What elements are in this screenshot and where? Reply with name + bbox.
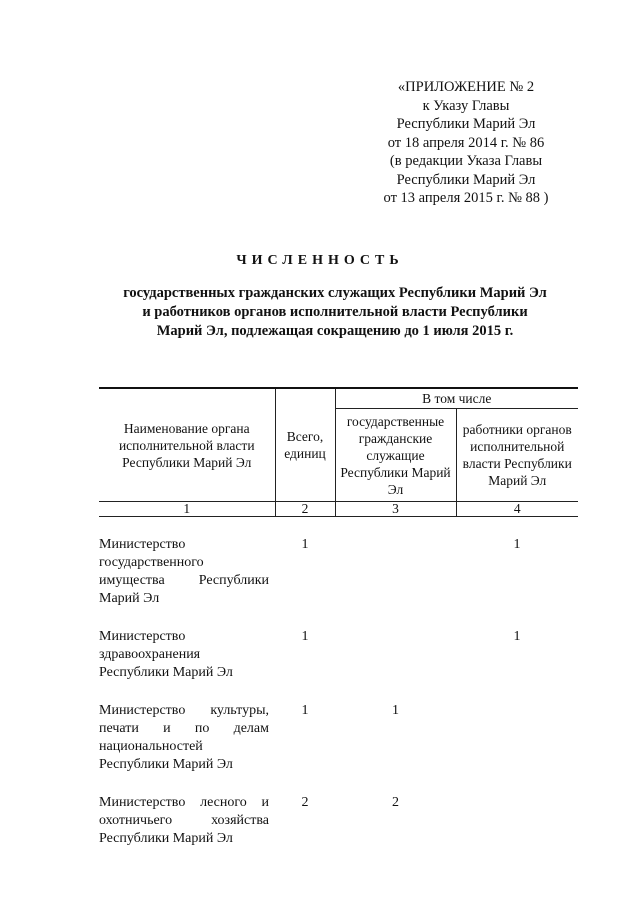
row-total: 1 bbox=[301, 703, 309, 718]
header-workers: работники органов исполнительной власти Республики Марий Эл bbox=[456, 409, 578, 502]
row-civil-servants bbox=[335, 628, 456, 702]
table-row bbox=[99, 794, 578, 868]
row-total: 2 bbox=[301, 795, 309, 810]
appendix-line: от 18 апреля 2014 г. № 86 bbox=[387, 134, 545, 151]
header-including: В том числе bbox=[335, 388, 578, 409]
row-name: Министерство государственного имущества Республики Марий Эл bbox=[99, 537, 269, 606]
subtitle-line: и работников органов исполнительной власти Республики bbox=[142, 304, 528, 320]
row-civil-servants bbox=[335, 536, 456, 628]
appendix-block bbox=[362, 78, 570, 208]
table-header bbox=[99, 387, 578, 517]
subtitle-line: Марий Эл, подлежащая сокращению до 1 июля 2015 г. bbox=[156, 323, 514, 339]
row-name: Министерство культуры, печати и по делам национальностей Республики Марий Эл bbox=[99, 703, 269, 772]
row-total: 1 bbox=[301, 629, 309, 644]
header-civil-servants: государственные гражданские служащие Республики Марий Эл bbox=[335, 409, 456, 502]
row-workers bbox=[456, 702, 578, 794]
table-row bbox=[99, 702, 578, 794]
column-number: 4 bbox=[456, 502, 578, 517]
row-workers bbox=[456, 794, 578, 868]
subtitle-line: государственных гражданских служащих Республики Марий Эл bbox=[123, 285, 547, 301]
document-subtitle bbox=[100, 284, 570, 341]
table-row bbox=[99, 628, 578, 702]
column-number: 2 bbox=[275, 502, 335, 517]
appendix-line: Республики Марий Эл bbox=[396, 116, 536, 132]
table-row bbox=[99, 536, 578, 628]
appendix-line: (в редакции Указа Главы bbox=[389, 153, 543, 169]
row-civil-servants: 1 bbox=[392, 703, 399, 718]
appendix-line: к Указу Главы bbox=[422, 97, 510, 114]
column-number: 3 bbox=[335, 502, 456, 517]
table-body bbox=[99, 536, 578, 868]
row-name: Министерство здравоохранения Республики Марий Эл bbox=[99, 629, 233, 680]
appendix-line: «ПРИЛОЖЕНИЕ № 2 bbox=[397, 79, 535, 95]
row-total: 1 bbox=[301, 537, 309, 552]
row-workers: 1 bbox=[513, 537, 521, 552]
appendix-line: Республики Марий Эл bbox=[396, 171, 536, 188]
row-civil-servants: 2 bbox=[392, 795, 399, 810]
row-workers: 1 bbox=[513, 629, 521, 644]
appendix-line: от 13 апреля 2015 г. № 88 ) bbox=[383, 190, 549, 206]
header-name: Наименование органа исполнительной власти Республики Марий Эл bbox=[99, 388, 275, 502]
header-total: Всего, единиц bbox=[275, 388, 335, 502]
column-number: 1 bbox=[99, 502, 275, 517]
document-title: ЧИСЛЕННОСТЬ bbox=[236, 253, 404, 268]
row-name: Министерство лесного и охотничьего хозяйства Республики Марий Эл bbox=[99, 795, 269, 846]
